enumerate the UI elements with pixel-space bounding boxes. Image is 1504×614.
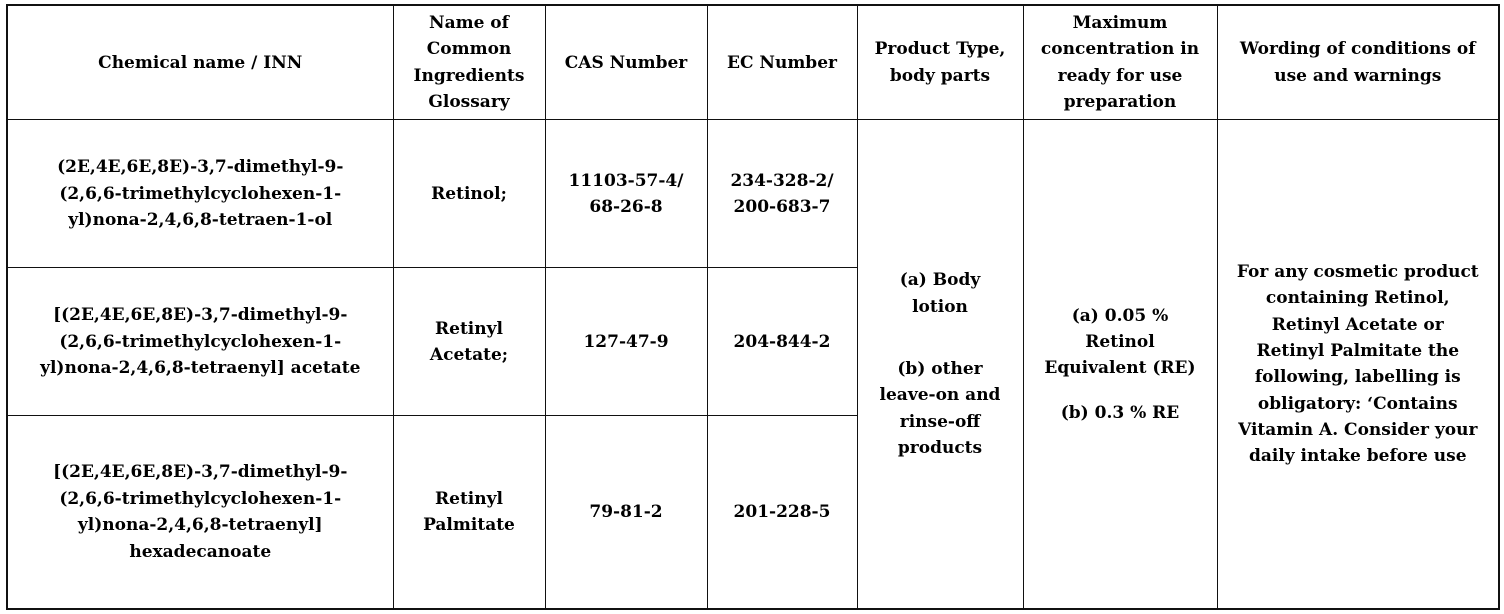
table-body [7, 120, 1499, 609]
ec-line: 201-228-5 [733, 502, 831, 522]
column-header-cas-number: CAS Number [545, 5, 707, 120]
wording-line: Retinyl Acetate or [1271, 314, 1444, 335]
ec-line: 200-683-7 [733, 196, 831, 217]
wording-line: following, labelling is [1254, 367, 1461, 388]
cell-inci-glossary [393, 268, 545, 416]
cas-line: 11103-57-4/ [568, 170, 684, 191]
inci-line: Palmitate [423, 515, 515, 536]
product-type-line: rinse-off [899, 411, 981, 432]
wording-line: containing Retinol, [1265, 288, 1450, 309]
chemical-name-line: (2E,4E,6E,8E)-3,7-dimethyl-9- [57, 157, 344, 178]
product-type-line: products [897, 437, 983, 458]
wording-line: Retinyl Palmitate the [1256, 340, 1460, 361]
chemical-name-line: yl)nona-2,4,6,8-tetraen-1-ol [68, 210, 333, 231]
table-header [7, 5, 1499, 120]
column-header-ec-number: EC Number [707, 5, 857, 120]
wording-line: Vitamin A. Consider your [1238, 419, 1478, 440]
cas-line: 79-81-2 [589, 502, 663, 522]
cell-cas-number [545, 416, 707, 609]
inci-line: Retinyl [435, 488, 503, 509]
cell-inci-glossary [393, 416, 545, 609]
product-type-line: lotion [912, 296, 968, 317]
cell-chemical-name [7, 416, 393, 609]
table-row [7, 120, 1499, 268]
cell-inci-glossary [393, 120, 545, 268]
max-concentration-line: (a) 0.05 % [1071, 305, 1169, 326]
product-type-line: (b) other [897, 358, 983, 379]
cas-line: 68-26-8 [589, 196, 663, 217]
column-header-inci-glossary: Name of Common Ingredients Glossary [393, 5, 545, 120]
chemical-name-line: yl)nona-2,4,6,8-tetraenyl] [77, 515, 323, 536]
ec-line: 204-844-2 [733, 331, 831, 352]
cell-cas-number [545, 268, 707, 416]
chemical-name-line: yl)nona-2,4,6,8-tetraenyl] acetate [40, 358, 361, 379]
cell-cas-number [545, 120, 707, 268]
column-header-product-type: Product Type, body parts [857, 5, 1023, 120]
chemical-name-line: [(2E,4E,6E,8E)-3,7-dimethyl-9- [53, 462, 348, 483]
max-concentration-line: Retinol [1085, 331, 1155, 352]
cell-wording-conditions [1217, 120, 1499, 609]
product-type-line: leave-on and [879, 385, 1001, 406]
max-concentration-line: Equivalent (RE) [1044, 358, 1196, 379]
inci-line: Acetate; [429, 344, 509, 365]
cell-ec-number [707, 268, 857, 416]
regulation-table [6, 4, 1500, 610]
chemical-name-line: [(2E,4E,6E,8E)-3,7-dimethyl-9- [53, 305, 348, 326]
max-concentration-line: (b) 0.3 % RE [1060, 402, 1180, 423]
inci-line: Retinol; [431, 183, 507, 204]
chemical-name-line: (2,6,6-trimethylcyclohexen-1- [59, 488, 342, 509]
cell-product-type [857, 120, 1023, 609]
cell-chemical-name [7, 268, 393, 416]
chemical-name-line: (2,6,6-trimethylcyclohexen-1- [59, 331, 342, 352]
ec-line: 234-328-2/ [730, 170, 834, 191]
spacer [864, 338, 1017, 356]
wording-line: obligatory: ‘Contains [1257, 393, 1458, 414]
column-header-max-concentration: Maximum concentration in ready for use preparation [1023, 5, 1217, 120]
cell-chemical-name [7, 120, 393, 268]
chemical-name-line: hexadecanoate [129, 541, 272, 562]
chemical-name-line: (2,6,6-trimethylcyclohexen-1- [59, 183, 342, 204]
header-row [7, 5, 1499, 120]
product-type-line: (a) Body [899, 270, 981, 291]
column-header-wording-conditions: Wording of conditions of use and warnings [1217, 5, 1499, 120]
cas-line: 127-47-9 [583, 331, 669, 352]
cell-max-concentration [1023, 120, 1217, 609]
cell-ec-number [707, 416, 857, 609]
spacer [1030, 382, 1211, 400]
wording-line: For any cosmetic product [1236, 261, 1479, 282]
wording-line: daily intake before use [1248, 446, 1467, 467]
spacer [864, 320, 1017, 338]
cell-ec-number [707, 120, 857, 268]
inci-line: Retinyl [435, 318, 503, 339]
column-header-chemical-name: Chemical name / INN [7, 5, 393, 120]
